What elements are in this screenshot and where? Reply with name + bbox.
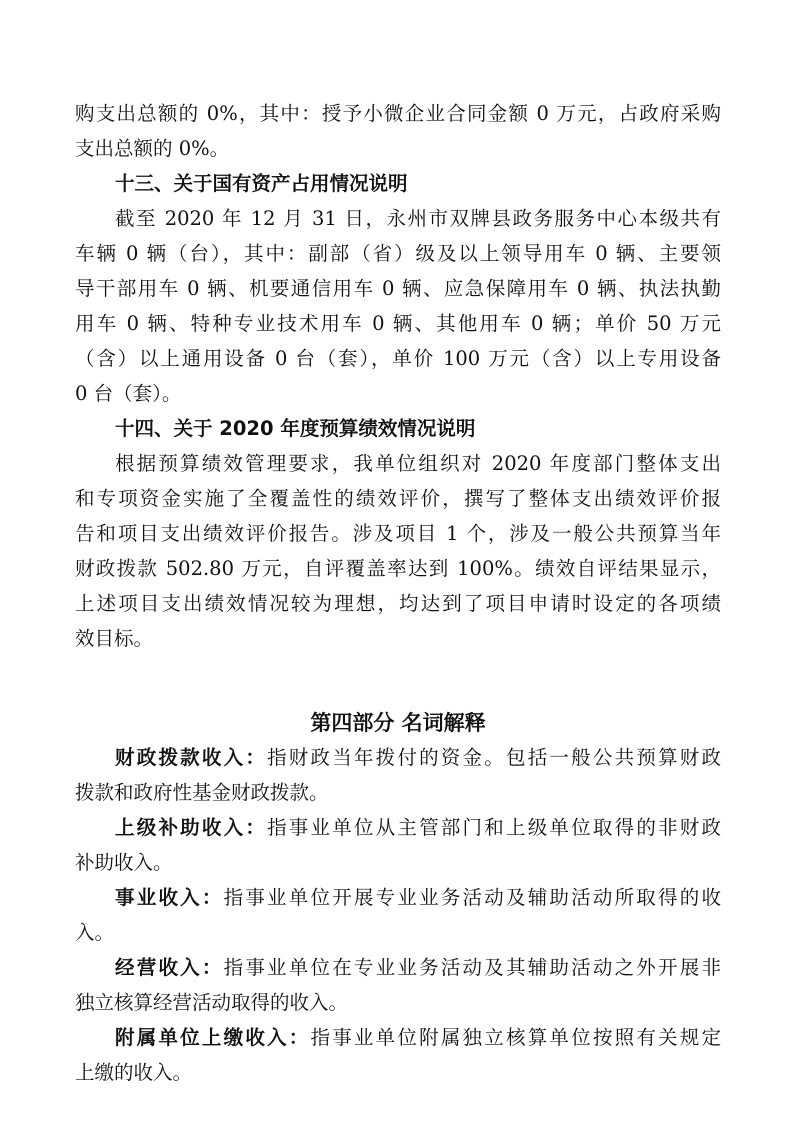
- term-entry: [115, 881, 721, 915]
- body-text-line: 财政拨款 502.80 万元，自评覆盖率达到 100%。绩效自评结果显示，: [75, 557, 721, 580]
- term-entry: [115, 951, 721, 985]
- body-text-line: 入。: [75, 921, 115, 944]
- section-13-heading: 十三、关于国有资产占用情况说明: [115, 172, 408, 195]
- term-definition: 指事业单位附属独立核算单位按照有关规定: [310, 1026, 721, 1049]
- body-text-line: 车辆 0 辆（台），其中：副部（省）级及以上领导用车 0 辆、主要领: [75, 242, 721, 265]
- body-text-line: 上述项目支出绩效情况较为理想，均达到了项目申请时设定的各项绩: [75, 592, 721, 615]
- term-label: 经营收入：: [115, 956, 224, 979]
- term-definition: 指事业单位开展专业业务活动及辅助活动所取得的收: [223, 886, 721, 909]
- term-definition: 指财政当年拨付的资金。包括一般公共预算财政: [267, 746, 721, 769]
- body-text-line: 用车 0 辆、特种专业技术用车 0 辆、其他用车 0 辆；单价 50 万元: [75, 312, 721, 335]
- body-text-line: （含）以上通用设备 0 台（套），单价 100 万元（含）以上专用设备: [75, 347, 721, 370]
- term-entry: [115, 741, 721, 775]
- body-text-line: 支出总额的 0%。: [75, 137, 230, 160]
- body-text-line: 购支出总额的 0%，其中：授予小微企业合同金额 0 万元，占政府采购: [75, 102, 721, 125]
- section-14-heading: 十四、关于 2020 年度预算绩效情况说明: [115, 417, 476, 440]
- term-definition: 指事业单位在专业业务活动及其辅助活动之外开展非: [223, 956, 721, 979]
- term-label: 事业收入：: [115, 886, 224, 909]
- term-label: 财政拨款收入：: [115, 746, 268, 769]
- part-4-title: 第四部分 名词解释: [310, 711, 486, 735]
- term-entry: [115, 1021, 721, 1055]
- body-text-line: 截至 2020 年 12 月 31 日，永州市双牌县政务服务中心本级共有: [115, 207, 721, 230]
- body-text-line: 补助收入。: [75, 851, 173, 874]
- term-definition: 指事业单位从主管部门和上级单位取得的非财政: [267, 816, 721, 839]
- term-label: 上级补助收入：: [115, 816, 268, 839]
- term-label: 附属单位上缴收入：: [115, 1026, 311, 1049]
- body-text-line: 导干部用车 0 辆、机要通信用车 0 辆、应急保障用车 0 辆、执法执勤: [75, 277, 721, 300]
- body-text-line: 告和项目支出绩效评价报告。涉及项目 1 个，涉及一般公共预算当年: [75, 522, 721, 545]
- term-entry: [115, 811, 721, 845]
- body-text-line: 拨款和政府性基金财政拨款。: [75, 781, 329, 804]
- body-text-line: 独立核算经营活动取得的收入。: [75, 991, 349, 1014]
- body-text-line: 效目标。: [75, 627, 154, 650]
- body-text-line: 上缴的收入。: [75, 1061, 193, 1084]
- body-text-line: 0 台（套）。: [75, 382, 182, 405]
- body-text-line: 根据预算绩效管理要求，我单位组织对 2020 年度部门整体支出: [115, 452, 721, 475]
- body-text-line: 和专项资金实施了全覆盖性的绩效评价，撰写了整体支出绩效评价报: [75, 487, 721, 510]
